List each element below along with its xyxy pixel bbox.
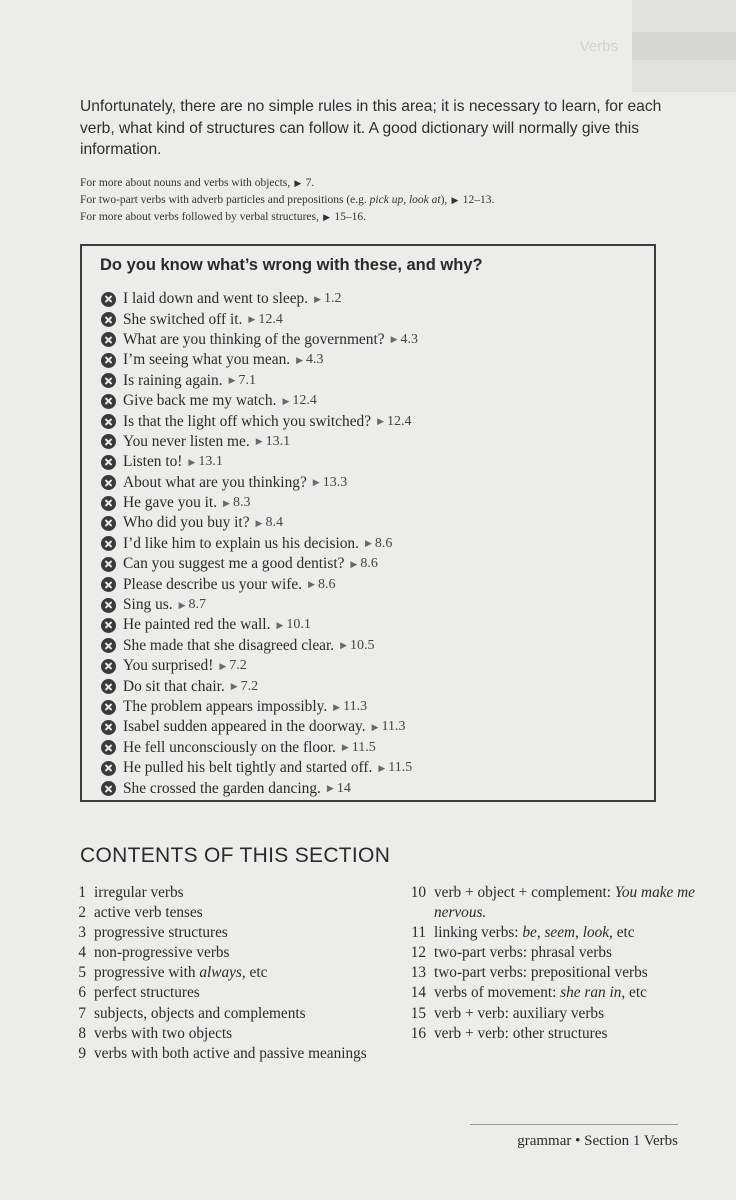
contents-number: 7	[78, 1004, 86, 1022]
quiz-reference[interactable]: 7.1	[238, 372, 257, 388]
contents-label: non-progressive verbs	[94, 944, 230, 962]
wrong-x-icon	[101, 353, 116, 368]
quiz-item	[101, 595, 418, 615]
quiz-item	[101, 697, 418, 717]
pointer-arrow-icon: ▶	[320, 211, 333, 222]
wrong-x-icon	[101, 536, 116, 551]
quiz-item	[101, 758, 418, 778]
contents-item[interactable]	[56, 963, 396, 983]
quiz-item	[101, 473, 418, 493]
pointer-arrow-icon: ▶	[282, 395, 290, 406]
quiz-item	[101, 636, 418, 656]
quiz-heading: Do you know what’s wrong with these, and why?	[100, 256, 483, 274]
contents-column-left	[56, 883, 396, 1064]
wrong-x-icon	[101, 700, 116, 715]
pointer-arrow-icon: ▶	[333, 701, 341, 712]
pointer-arrow-icon: ▶	[308, 579, 315, 590]
wrong-x-icon	[101, 434, 116, 449]
quiz-sentence: I laid down and went to sleep.	[123, 290, 309, 308]
quiz-reference[interactable]: 7.2	[229, 658, 247, 674]
wrong-x-icon	[101, 414, 116, 429]
quiz-sentence: About what are you thinking?	[123, 473, 307, 491]
contents-label-end: , etc	[241, 964, 268, 982]
contents-example: she ran in	[560, 984, 622, 1002]
intro-paragraph: Unfortunately, there are no simple rules in this area; it is necessary to learn, for each verb, what kind of structures can follow it. A good dictionary will normally give this information.	[80, 98, 662, 158]
contents-item[interactable]	[56, 1024, 396, 1044]
contents-column-right	[396, 883, 696, 1044]
pointer-arrow-icon: ▶	[255, 436, 263, 447]
wrong-x-icon	[101, 475, 116, 490]
contents-text	[434, 883, 696, 923]
quiz-item	[101, 452, 418, 472]
wrong-x-icon	[101, 761, 116, 776]
pointer-arrow-icon: ▶	[223, 497, 230, 508]
contents-text	[94, 883, 396, 903]
wrong-x-icon	[101, 394, 116, 409]
contents-item[interactable]	[56, 943, 396, 963]
reference-line	[80, 175, 680, 192]
quiz-item	[101, 534, 418, 554]
pointer-arrow-icon: ▶	[377, 416, 384, 427]
reference-text: For more about nouns and verbs with objects,	[80, 177, 291, 189]
quiz-reference[interactable]: 7.2	[240, 678, 259, 694]
quiz-reference[interactable]: 4.3	[306, 352, 324, 368]
quiz-item	[101, 554, 418, 574]
quiz-reference[interactable]: 8.3	[232, 495, 251, 511]
contents-label: perfect structures	[94, 984, 200, 1002]
contents-label: verbs of movement:	[434, 984, 561, 1002]
contents-item[interactable]	[396, 983, 696, 1003]
pointer-arrow-icon: ▶	[312, 477, 320, 488]
contents-label: progressive structures	[94, 924, 228, 942]
wrong-x-icon	[101, 577, 116, 592]
contents-item[interactable]	[56, 883, 396, 903]
pointer-arrow-icon: ▶	[326, 783, 334, 794]
contents-text	[434, 943, 696, 963]
quiz-reference[interactable]: 12.4	[292, 393, 317, 409]
pointer-arrow-icon: ▶	[276, 619, 284, 630]
reference-text: For more about verbs followed by verbal structures,	[80, 210, 319, 223]
reference-line	[80, 192, 680, 209]
quiz-item	[101, 493, 418, 513]
quiz-list	[101, 289, 418, 799]
contents-item[interactable]	[396, 923, 696, 943]
quiz-sentence: He fell unconsciously on the floor.	[123, 738, 336, 756]
quiz-sentence: He painted red the wall.	[123, 616, 271, 634]
contents-label: active verb tenses	[94, 904, 203, 922]
contents-text	[94, 1044, 396, 1064]
quiz-reference[interactable]: 11.3	[381, 719, 406, 735]
quiz-reference[interactable]: 12.4	[258, 311, 283, 327]
contents-item[interactable]	[56, 1044, 396, 1064]
contents-number: 4	[78, 944, 86, 962]
wrong-x-icon	[101, 598, 116, 613]
quiz-reference[interactable]: 11.5	[388, 760, 413, 776]
contents-example: always	[199, 964, 242, 982]
wrong-x-icon	[101, 638, 116, 653]
wrong-x-icon	[101, 516, 116, 531]
contents-text	[434, 963, 696, 983]
quiz-item	[101, 371, 418, 391]
pointer-arrow-icon: ▶	[449, 194, 461, 205]
quiz-item	[101, 656, 418, 676]
quiz-sentence: She made that she disagreed clear.	[123, 636, 335, 654]
quiz-sentence: Is raining again.	[123, 371, 223, 389]
pointer-arrow-icon: ▶	[296, 354, 304, 365]
quiz-sentence: Sing us.	[123, 596, 173, 614]
reference-line	[80, 209, 680, 226]
quiz-item	[101, 411, 418, 431]
quiz-sentence: Listen to!	[123, 453, 183, 471]
pointer-arrow-icon: ▶	[314, 293, 321, 304]
pointer-arrow-icon: ▶	[230, 681, 238, 692]
contents-text	[94, 1024, 396, 1044]
contents-text	[434, 983, 696, 1003]
contents-item[interactable]	[56, 983, 396, 1003]
contents-label: two-part verbs: phrasal verbs	[434, 944, 612, 962]
quiz-box	[80, 244, 656, 802]
pointer-arrow-icon: ▶	[341, 742, 349, 753]
quiz-reference[interactable]: 13.1	[198, 454, 223, 470]
pointer-arrow-icon: ▶	[390, 334, 398, 345]
quiz-sentence: Give back me my watch.	[123, 392, 277, 410]
contents-text	[94, 923, 396, 943]
footer-rule	[470, 1124, 678, 1125]
contents-number: 10	[410, 884, 426, 901]
contents-text	[94, 983, 396, 1003]
quiz-sentence: Can you suggest me a good dentist?	[123, 555, 345, 573]
quiz-item	[101, 513, 418, 533]
contents-number: 14	[410, 984, 426, 1002]
pointer-arrow-icon: ▶	[350, 558, 358, 569]
pointer-arrow-icon: ▶	[248, 314, 256, 325]
contents-label: irregular verbs	[94, 884, 184, 901]
reference-text: For two-part verbs with adverb particles and prepositions (e.g.	[80, 193, 370, 206]
quiz-reference[interactable]: 11.3	[343, 699, 368, 714]
contents-item[interactable]	[396, 963, 696, 983]
contents-text	[434, 1004, 696, 1024]
quiz-item	[101, 574, 418, 594]
contents-number: 9	[78, 1044, 86, 1062]
quiz-sentence: You never listen me.	[123, 432, 250, 450]
wrong-x-icon	[101, 496, 116, 511]
quiz-sentence: I’d like him to explain us his decision.	[123, 534, 359, 552]
quiz-sentence: He gave you it.	[123, 494, 218, 512]
quiz-sentence: He pulled his belt tightly and started off.	[123, 759, 373, 777]
quiz-sentence: Please describe us your wife.	[123, 575, 303, 593]
quiz-reference[interactable]: 8.6	[374, 535, 393, 551]
section-tab-band	[632, 32, 736, 60]
quiz-sentence: She crossed the garden dancing.	[123, 779, 321, 797]
quiz-reference[interactable]: 10.1	[286, 617, 311, 633]
quiz-item	[101, 432, 418, 452]
pointer-arrow-icon: ▶	[364, 538, 372, 549]
quiz-reference[interactable]: 4.3	[400, 331, 418, 347]
wrong-x-icon	[101, 720, 116, 735]
contents-label-end: , etc	[621, 984, 647, 1002]
contents-text	[434, 923, 696, 943]
contents-example: You make me nervous.	[434, 884, 695, 922]
contents-label: two-part verbs: prepositional verbs	[434, 964, 648, 982]
contents-example: be, seem, look	[522, 924, 610, 942]
contents-number: 1	[78, 884, 86, 901]
contents-item[interactable]	[396, 943, 696, 963]
wrong-x-icon	[101, 373, 116, 388]
reference-target[interactable]: 15–16.	[334, 210, 366, 223]
quiz-item	[101, 615, 418, 635]
pointer-arrow-icon: ▶	[219, 660, 227, 671]
quiz-reference[interactable]: 1.2	[324, 291, 342, 307]
contents-item[interactable]	[56, 903, 396, 923]
quiz-item	[101, 350, 418, 370]
contents-number: 12	[410, 944, 426, 962]
pointer-arrow-icon: ▶	[178, 599, 186, 610]
quiz-reference[interactable]: 14	[336, 780, 351, 796]
contents-number: 11	[411, 924, 426, 942]
reference-example: pick up, look at	[369, 193, 441, 206]
quiz-sentence: She switched off it.	[123, 310, 243, 328]
quiz-sentence: Isabel sudden appeared in the doorway.	[123, 718, 366, 736]
contents-item[interactable]	[396, 1024, 696, 1044]
contents-label: verb + verb: other structures	[434, 1024, 608, 1042]
pointer-arrow-icon: ▶	[255, 517, 263, 528]
contents-number: 13	[410, 964, 426, 982]
quiz-sentence: Do sit that chair.	[123, 677, 225, 695]
reference-target[interactable]: 12–13.	[462, 193, 495, 206]
contents-label: verbs with both active and passive meanings	[94, 1044, 367, 1062]
quiz-reference[interactable]: 13.3	[322, 474, 348, 490]
cross-references	[80, 175, 680, 225]
wrong-x-icon	[101, 455, 116, 470]
section-header-label: Verbs	[579, 38, 618, 55]
contents-number: 3	[78, 924, 86, 942]
contents-text	[94, 963, 396, 983]
quiz-sentence: The problem appears impossibly.	[123, 698, 328, 715]
quiz-reference[interactable]: 8.6	[360, 556, 378, 572]
contents-item[interactable]	[56, 1004, 396, 1024]
contents-label: verbs with two objects	[94, 1024, 233, 1042]
quiz-sentence: What are you thinking of the government?	[123, 330, 385, 348]
quiz-sentence: Who did you buy it?	[123, 514, 250, 532]
quiz-item	[101, 778, 418, 798]
contents-label: progressive with	[94, 964, 200, 982]
wrong-x-icon	[101, 679, 116, 694]
quiz-item	[101, 391, 418, 411]
wrong-x-icon	[101, 618, 116, 633]
quiz-reference[interactable]: 11.5	[351, 739, 376, 755]
wrong-x-icon	[101, 740, 116, 755]
contents-number: 16	[410, 1024, 426, 1042]
contents-number: 2	[78, 904, 86, 922]
contents-item[interactable]	[56, 923, 396, 943]
contents-label: verb + verb: auxiliary verbs	[434, 1004, 605, 1022]
pointer-arrow-icon: ▶	[378, 762, 386, 773]
contents-item[interactable]	[396, 1004, 696, 1024]
wrong-x-icon	[101, 312, 116, 327]
contents-item[interactable]	[396, 883, 696, 923]
contents-number: 15	[410, 1004, 426, 1022]
pointer-arrow-icon: ▶	[371, 721, 379, 732]
pointer-arrow-icon: ▶	[228, 375, 236, 386]
section-tab	[632, 0, 736, 92]
wrong-x-icon	[101, 659, 116, 674]
wrong-x-icon	[101, 557, 116, 572]
pointer-arrow-icon: ▶	[188, 456, 196, 467]
quiz-item	[101, 289, 418, 309]
wrong-x-icon	[101, 332, 116, 347]
contents-title: CONTENTS OF THIS SECTION	[80, 844, 391, 867]
quiz-reference[interactable]: 8.6	[318, 576, 336, 592]
quiz-item	[101, 676, 418, 696]
reference-target[interactable]: 7.	[305, 177, 315, 189]
quiz-reference[interactable]: 10.5	[350, 637, 375, 653]
contents-label-end: , etc	[609, 924, 635, 942]
quiz-item	[101, 738, 418, 758]
contents-number: 5	[78, 964, 86, 982]
contents-number: 8	[78, 1024, 86, 1042]
contents-text	[94, 1004, 396, 1024]
quiz-sentence: I’m seeing what you mean.	[123, 351, 291, 369]
contents-text	[434, 1024, 696, 1044]
wrong-x-icon	[101, 292, 116, 307]
quiz-sentence: You surprised!	[123, 657, 214, 675]
contents-label: verb + object + complement:	[434, 884, 615, 901]
pointer-arrow-icon: ▶	[292, 178, 304, 188]
contents-text	[94, 903, 396, 923]
quiz-item	[101, 309, 418, 329]
page-footer: grammar • Section 1 Verbs	[517, 1133, 678, 1149]
pointer-arrow-icon: ▶	[340, 640, 348, 651]
quiz-item	[101, 717, 418, 737]
contents-number: 6	[78, 984, 86, 1002]
quiz-reference[interactable]: 8.4	[265, 515, 283, 531]
contents-label: subjects, objects and complements	[94, 1004, 306, 1022]
quiz-reference[interactable]: 12.4	[386, 413, 412, 429]
quiz-reference[interactable]: 13.1	[265, 433, 291, 449]
wrong-x-icon	[101, 781, 116, 796]
contents-label: linking verbs:	[434, 924, 523, 942]
quiz-item	[101, 330, 418, 350]
contents-text	[94, 943, 396, 963]
reference-text-end: ),	[440, 193, 448, 206]
quiz-reference[interactable]: 8.7	[188, 597, 207, 613]
quiz-sentence: Is that the light off which you switched?	[123, 412, 372, 430]
